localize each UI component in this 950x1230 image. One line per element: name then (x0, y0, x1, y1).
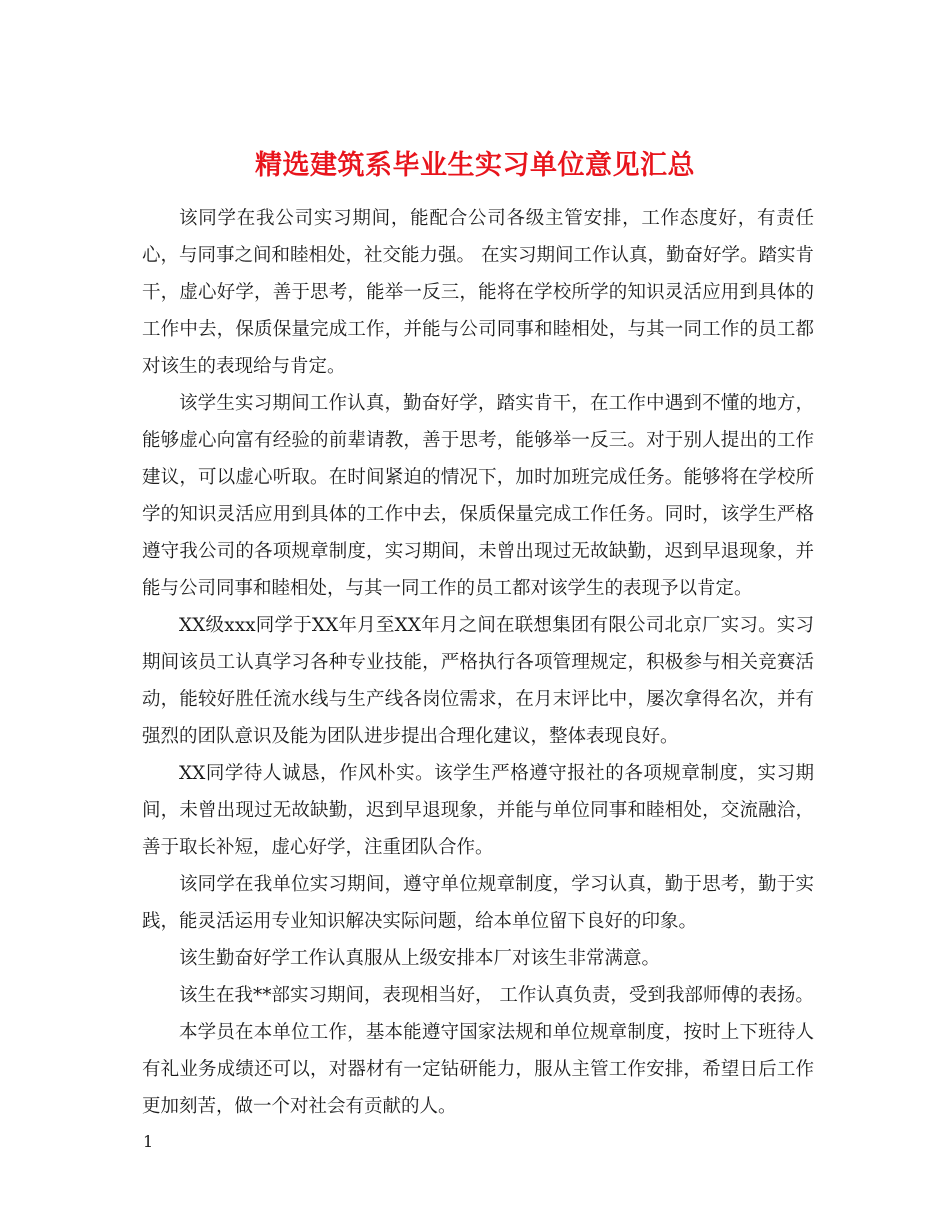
paragraph-5: 该同学在我单位实习期间，遵守单位规章制度，学习认真，勤于思考，勤于实践，能灵活运用专业知识解决实际问题，给本单位留下良好的印象。 (142, 874, 814, 932)
paragraph-3: XX级xxx同学于XX年月至XX年月之间在联想集团有限公司北京厂实习。实习期间该员工认真学习各种专业技能，严格执行各项管理规定，积极参与相关竞赛活动，能较好胜任流水线与生产线各岗位需求，在月末评比中，屡次拿得名次，并有强烈的团队意识及能为团队进步提出合理化建议，整体表现良好。 (142, 615, 814, 747)
paragraph-2: 该学生实习期间工作认真，勤奋好学，踏实肯干，在工作中遇到不懂的地方，能够虚心向富有经验的前辈请教，善于思考，能够举一反三。对于别人提出的工作建议，可以虚心听取。在时间紧迫的情况下，加时加班完成任务。能够将在学校所学的知识灵活应用到具体的工作中去，保质保量完成工作任务。同时，该学生严格遵守我公司的各项规章制度，实习期间，未曾出现过无故缺勤，迟到早退现象，并能与公司同事和睦相处，与其一同工作的员工都对该学生的表现予以肯定。 (142, 393, 814, 599)
paragraph-4: XX同学待人诚恳，作风朴实。该学生严格遵守报社的各项规章制度，实习期间，未曾出现过无故缺勤，迟到早退现象，并能与单位同事和睦相处，交流融洽，善于取长补短，虚心好学，注重团队合作。 (142, 763, 814, 858)
page-title: 精选建筑系毕业生实习单位意见汇总 (255, 150, 695, 182)
document-body (142, 200, 814, 1125)
paragraph-8: 本学员在本单位工作，基本能遵守国家法规和单位规章制度，按时上下班待人有礼业务成绩还可以，对器材有一定钻研能力，服从主管工作安排，希望日后工作更加刻苦，做一个对社会有贡献的人。 (142, 1022, 814, 1117)
paragraph-6: 该生勤奋好学工作认真服从上级安排本厂对该生非常满意。 (179, 948, 661, 969)
paragraph-7: 该生在我**部实习期间，表现相当好， 工作认真负责，受到我部师傅的表扬。 (179, 985, 814, 1006)
paragraph-1: 该同学在我公司实习期间，能配合公司各级主管安排，工作态度好，有责任心，与同事之间和睦相处，社交能力强。 在实习期间工作认真，勤奋好学。踏实肯干，虚心好学，善于思考，能举一反三，能将在学校所学的知识灵活应用到具体的工作中去，保质保量完成工作，并能与公司同事和睦相处，与其一同工作的员工都对该生的表现给与肯定。 (142, 208, 814, 377)
page-number: 1 (143, 1132, 154, 1151)
